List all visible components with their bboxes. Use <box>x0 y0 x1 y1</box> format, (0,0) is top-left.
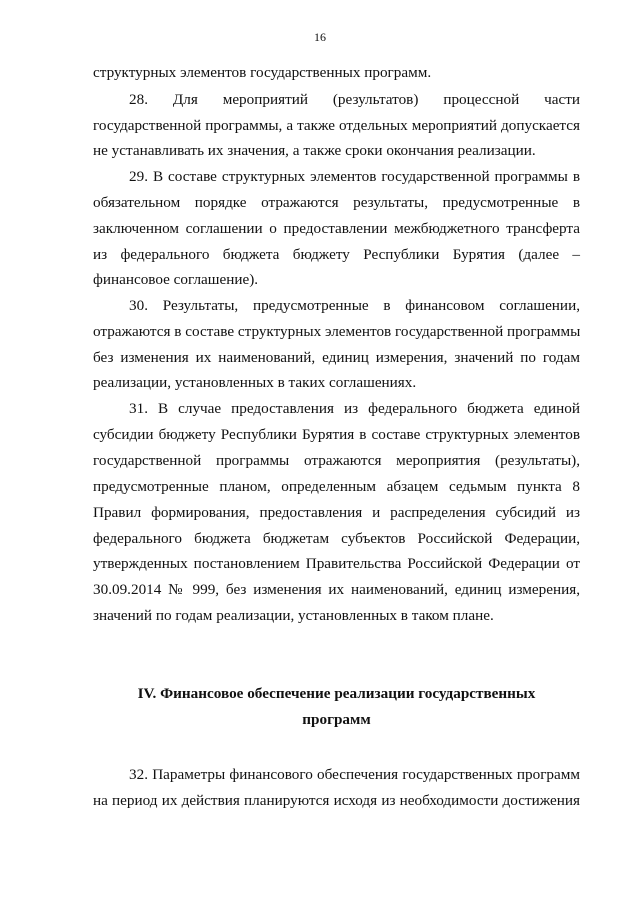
section-heading-line-2: программ <box>302 711 371 728</box>
text-line: структурных элементов государственных программ. <box>93 64 432 81</box>
paragraph-31-line-9: значений по годам реализации, установленных в таком плане. <box>93 607 494 624</box>
paragraph-29-line-3: заключенном соглашении о предоставлении межбюджетного трансферта <box>93 220 580 237</box>
paragraph-31-line-2: субсидии бюджету Республики Бурятия в составе структурных элементов <box>93 426 580 443</box>
paragraph-30-line-1: 30. Результаты, предусмотренные в финансовом соглашении, <box>129 297 580 314</box>
paragraph-29-line-4: из федерального бюджета бюджету Республики Бурятия (далее – <box>93 246 580 263</box>
paragraph-31-line-7: утвержденных постановлением Правительства Российской Федерации от <box>93 555 580 572</box>
paragraph-30-line-2: отражаются в составе структурных элементов государственной программы <box>93 323 581 340</box>
page-number: 16 <box>314 30 326 44</box>
paragraph-28-line-2: государственной программы, а также отдельных мероприятий допускается <box>93 117 580 134</box>
paragraph-28-line-1: 28. Для мероприятий (результатов) процессной части <box>129 91 580 108</box>
paragraph-31-line-3: государственной программы отражаются мероприятия (результаты), <box>93 452 580 469</box>
paragraph-31-line-6: федерального бюджета бюджетам субъектов Российской Федерации, <box>93 530 580 547</box>
paragraph-31-line-1: 31. В случае предоставления из федерального бюджета единой <box>129 400 580 417</box>
paragraph-31-line-5: Правил формирования, предоставления и распределения субсидий из <box>93 504 580 521</box>
paragraph-30-line-3: без изменения их наименований, единиц измерения, значений по годам <box>93 349 580 366</box>
paragraph-28-line-3: не устанавливать их значения, а также сроки окончания реализации. <box>93 142 536 159</box>
paragraph-32-line-1: 32. Параметры финансового обеспечения государственных программ <box>129 766 580 783</box>
paragraph-29-line-5: финансовое соглашение). <box>93 271 259 288</box>
paragraph-31-line-8: 30.09.2014 № 999, без изменения их наименований, единиц измерения, <box>93 581 580 598</box>
section-heading-line-1: IV. Финансовое обеспечение реализации государственных <box>137 685 536 702</box>
paragraph-31-line-4: предусмотренные планом, определенным абзацем седьмым пункта 8 <box>93 478 580 495</box>
paragraph-29-line-2: обязательном порядке отражаются результаты, предусмотренные в <box>93 194 580 211</box>
paragraph-29-line-1: 29. В составе структурных элементов государственной программы в <box>129 168 580 185</box>
paragraph-30-line-4: реализации, установленных в таких соглашениях. <box>93 374 417 391</box>
paragraph-32-line-2: на период их действия планируются исходя из необходимости достижения <box>93 792 580 809</box>
